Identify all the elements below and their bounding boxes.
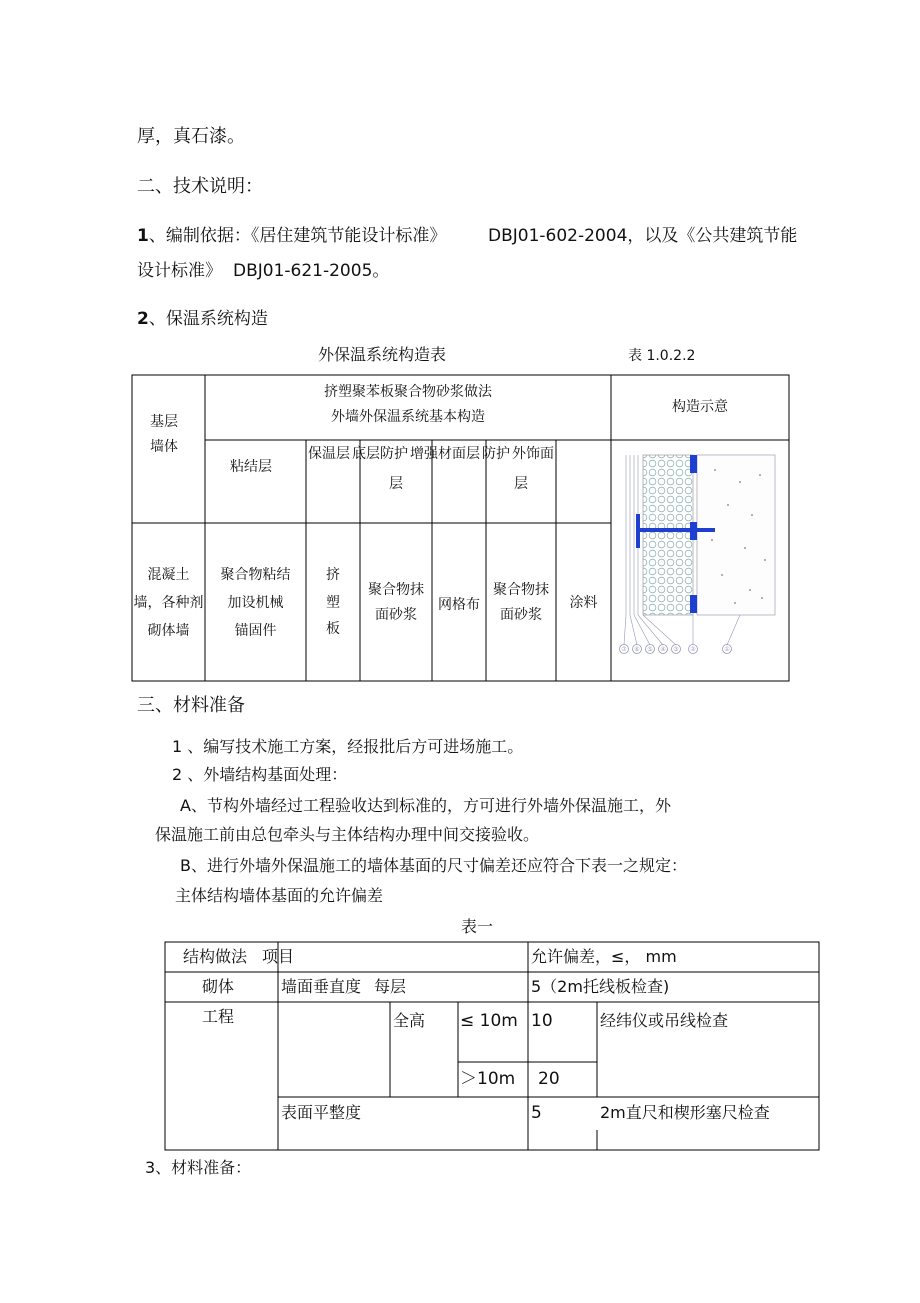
- item2-text: 、保温系统构造: [148, 309, 268, 329]
- diagram-label-7: ⑦: [621, 646, 627, 653]
- t2-vertical: 墙面垂直度: [281, 977, 362, 996]
- t1-sub-base-protect: 底层防护: [352, 446, 408, 462]
- s3-p1: 1 、编写技术施工方案，经报批后方可进场施工。: [172, 737, 524, 756]
- t2-v5: 5: [531, 1103, 542, 1123]
- diagram-label-6: ⑥: [634, 646, 640, 653]
- s3-p2: 2 、外墙结构基面处理：: [172, 765, 348, 784]
- t1-row-paint: 涂料: [569, 595, 598, 611]
- diagram-label-4: ④: [660, 646, 666, 653]
- t1-row-bond-3: 锚固件: [234, 623, 277, 639]
- t2-h-tol: 允许偏差，≤， mm: [531, 947, 677, 966]
- t2-check2: 2m直尺和楔形塞尺检查: [600, 1103, 770, 1122]
- t2-le10: ≤ 10m: [460, 1011, 518, 1031]
- section-heading-tech: 二、技术说明：: [137, 176, 263, 197]
- t1-row-mortar2-2: 面砂浆: [500, 607, 542, 623]
- table2-caption: 表一: [461, 917, 494, 936]
- t2-v20: 20: [538, 1069, 560, 1089]
- t1-row-insul-1: 挤: [326, 567, 340, 583]
- table1-ref: 表 1.0.2.2: [628, 348, 696, 364]
- t1-method-line2: 外墙外保温系统基本构造: [331, 409, 485, 425]
- t1-diagram-header: 构造示意: [672, 399, 728, 415]
- t2-h-item: 项目: [262, 947, 295, 966]
- t1-row-mortar2-1: 聚合物抹: [493, 582, 549, 598]
- s3-pA2: 保温施工前由总包牵头与主体结构办理中间交接验收。: [155, 825, 540, 844]
- t1-base-header-2: 墙体: [150, 439, 178, 455]
- t1-row-base-3: 砌体墙: [147, 623, 190, 639]
- section-heading-materials: 三、材料准备: [137, 695, 245, 716]
- t2-h-method: 结构做法: [183, 947, 248, 966]
- t1-row-mortar1-2: 面砂浆: [375, 607, 417, 623]
- item2-num: 2: [137, 309, 149, 329]
- item1-text: 、编制依据：《居住建筑节能设计标准》: [148, 226, 447, 246]
- diagram-label-1: ①: [724, 646, 730, 653]
- t1-row-base-1: 混凝土: [147, 567, 190, 583]
- t1-method-line1: 挤塑聚苯板聚合物砂浆做法: [324, 384, 492, 400]
- t1-row-mortar1-1: 聚合物抹: [368, 582, 424, 598]
- t1-sub-ceng-1: 层: [389, 476, 403, 492]
- t2-full-height: 全高: [393, 1011, 426, 1030]
- t1-sub-insul: 保温层: [308, 446, 350, 462]
- t1-row-bond-2: 加设机械: [227, 595, 284, 611]
- item1-code1: DBJ01-602-2004，以及《公共建筑节能: [488, 226, 798, 246]
- diagram-label-3: ③: [673, 646, 679, 653]
- t1-row-insul-3: 板: [326, 621, 340, 637]
- s3-pB: B、进行外墙外保温施工的墙体基面的尺寸偏差还应符合下表一之规定：: [180, 856, 687, 875]
- t1-sub-surface-protect: 防护: [482, 446, 510, 462]
- table1-caption: 外保温系统构造表: [318, 345, 447, 364]
- s3-item3: 3、材料准备：: [145, 1158, 252, 1177]
- t2-flatness: 表面平整度: [281, 1103, 362, 1122]
- t1-row-base-2: 墙，各种剂: [133, 595, 204, 611]
- t2-engineering: 工程: [202, 1007, 235, 1026]
- s3-pA1: A、节构外墙经过工程验收达到标准的，方可进行外墙外保温施工，外: [180, 796, 671, 815]
- t1-sub-reinforce: 增强: [410, 446, 438, 462]
- item1-code2: DBJ01-621-2005。: [233, 261, 390, 281]
- t2-per-floor-val: 5（2m托线板检查): [531, 977, 670, 996]
- item1-line2: 设计标准》: [137, 261, 222, 281]
- item1-num: 1: [137, 226, 149, 246]
- t1-row-mesh: 网格布: [438, 597, 480, 613]
- t2-masonry: 砌体: [202, 977, 235, 996]
- t1-row-bond-1: 聚合物粘结: [220, 567, 291, 583]
- diagram-label-2: ②: [690, 646, 696, 653]
- t1-row-insul-2: 塑: [326, 595, 340, 611]
- t1-sub-finish: 外饰面: [512, 446, 554, 462]
- diagram-label-5: ⑤: [647, 646, 653, 653]
- t2-per-floor: 每层: [374, 977, 407, 996]
- t2-check1: 经纬仪或吊线检查: [600, 1011, 729, 1030]
- t2-gt10: ＞10m: [460, 1069, 516, 1089]
- s3-pC: 主体结构墙体基面的允许偏差: [175, 886, 384, 905]
- intro-text: 厚，真石漆。: [137, 126, 245, 147]
- t1-sub-bond: 粘结层: [230, 459, 272, 475]
- t1-sub-ceng-2: 层: [514, 476, 528, 492]
- t1-sub-material: 材面层: [438, 446, 480, 462]
- t2-v10: 10: [531, 1011, 553, 1031]
- t1-base-header-1: 基层: [150, 414, 178, 430]
